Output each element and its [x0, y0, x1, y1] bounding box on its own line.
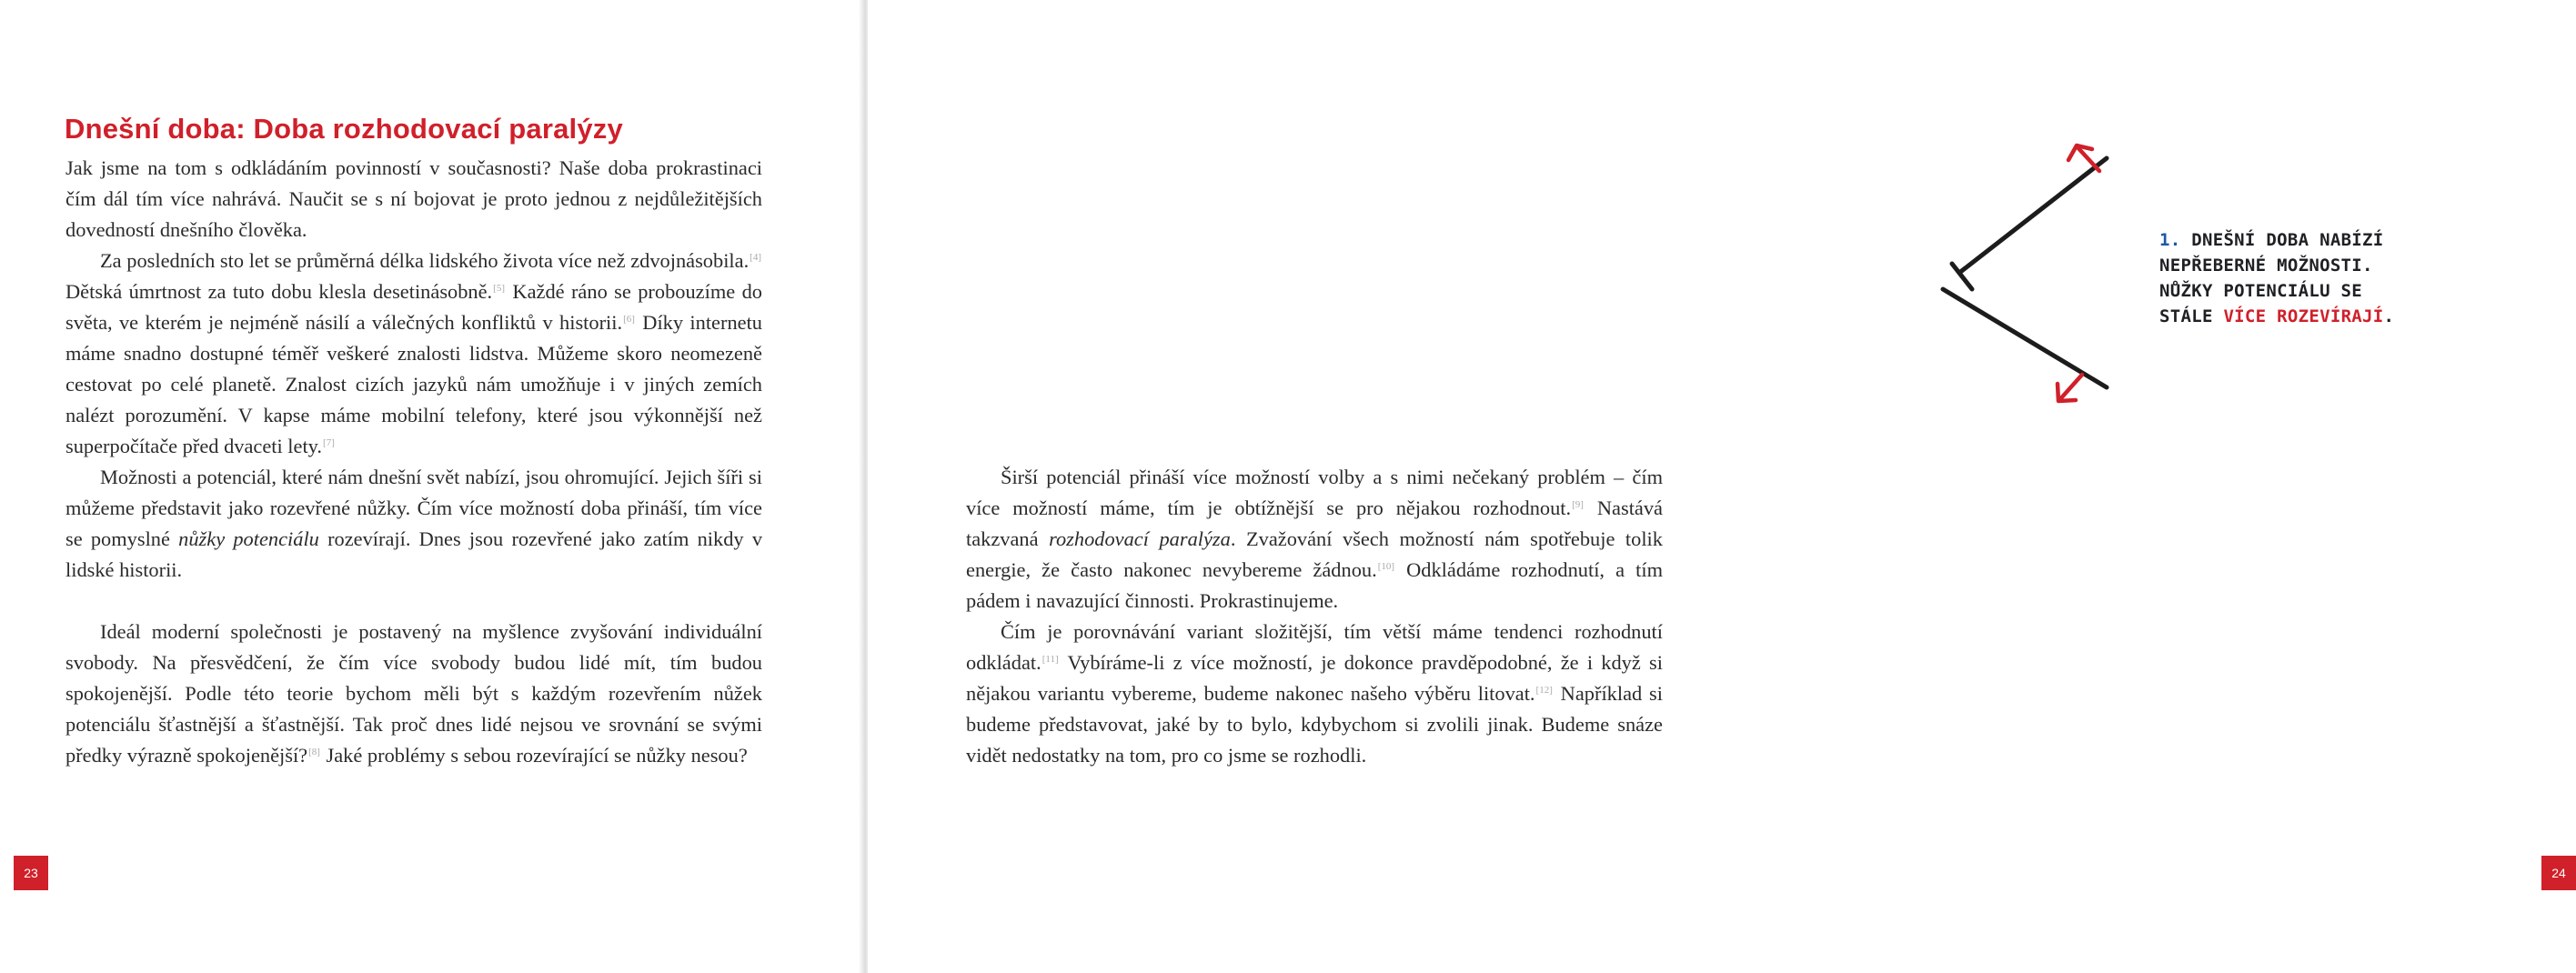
- caption-line: [2159, 227, 2450, 253]
- caption-number: 1.: [2159, 230, 2181, 250]
- emphasis-text: rozhodovací paralýza: [1049, 527, 1231, 550]
- footnote-ref[interactable]: [12]: [1535, 685, 1553, 697]
- text-run: Ideál moderní společnosti je postavený na myšlence zvyšování individuální svobody. Na přesvědčení, že čím více svobody budou lidé mít, tím budou spokojenější. Podle této teorie bychom měli být s každým rozevřením nůžek potenciálu šťastnější a šťastnější. Tak proč dnes lidé nejsou ve srovnání se svými předky výrazně spokojenější?: [65, 620, 762, 767]
- page-number: 23: [14, 856, 48, 890]
- caption-line: NEPŘEBERNÉ MOŽNOSTI.: [2159, 256, 2373, 276]
- paragraph: [65, 462, 762, 586]
- caption-text: STÁLE: [2159, 306, 2224, 326]
- text-run: Širší potenciál přináší více možností volby a s nimi nečekaný problém – čím více možností máme, tím je obtížnější se pro nějakou rozhodnout.: [966, 466, 1663, 519]
- chapter-title: Dnešní doba: Doba rozhodovací paralýzy: [65, 113, 623, 145]
- footnote-ref[interactable]: [4]: [750, 252, 761, 264]
- footnote-ref[interactable]: [8]: [308, 747, 320, 758]
- text-run: . Zvažování všech možností nám spotřebuje tolik energie, že často nakonec nevybereme žádnou.: [966, 527, 1663, 581]
- text-run: Nastává takzvaná: [966, 497, 1663, 550]
- footnote-ref[interactable]: [11]: [1041, 654, 1059, 666]
- page-number: 24: [2541, 856, 2576, 890]
- right-body-text: [966, 462, 1663, 771]
- footnote-ref[interactable]: [6]: [623, 314, 635, 326]
- scissor-blades: [1943, 158, 2107, 387]
- caption-text: .: [2383, 306, 2395, 326]
- text-run: Čím je porovnávání variant složitější, tím větší máme tendenci rozhodnutí odkládat.: [966, 620, 1663, 674]
- text-run: Dětská úmrtnost za tuto dobu klesla desetinásobně.: [65, 280, 493, 303]
- paragraph: [966, 462, 1663, 617]
- arrow-down-left-icon: [2058, 375, 2082, 401]
- scissors-diagram-icon: [1934, 136, 2134, 418]
- footnote-ref[interactable]: [10]: [1377, 561, 1395, 573]
- caption-highlight: VÍCE ROZEVÍRAJÍ: [2223, 306, 2384, 326]
- text-run: Odkládáme rozhodnutí, a tím pádem i navazující činnosti. Prokrastinujeme.: [966, 558, 1664, 612]
- emphasis-text: nůžky potenciálu: [178, 527, 319, 550]
- text-run: Například si budeme představovat, jaké by to bylo, kdybychom si zvolili jinak. Budeme snáze vidět nedostatky na tom, pro co jsme se rozhodli.: [966, 682, 1663, 767]
- text-run: Možnosti a potenciál, které nám dnešní svět nabízí, jsou ohromující. Jejich šíři si můžeme představit jako rozevřené nůžky. Čím více možností doba přináší, tím více se pomyslné: [65, 466, 762, 550]
- left-page: [0, 0, 862, 973]
- text-run: Díky internetu máme snadno dostupné téměř veškeré znalosti lidstva. Můžeme skoro neomezeně cestovat po celé planetě. Znalost cizích jazyků nám umožňuje i v jiných zemích nalézt porozumění. V kapse máme mobilní telefony, které jsou výkonnější než superpočítače před dvaceti lety.: [65, 311, 762, 457]
- paragraph: [65, 617, 762, 771]
- footnote-ref[interactable]: [9]: [1572, 499, 1584, 511]
- paragraph: [65, 246, 762, 462]
- text-run: Jak jsme na tom s odkládáním povinností v současnosti? Naše doba prokrastinaci čím dál tím více nahrává. Naučit se s ní bojovat je proto jednou z nejdůležitějších dovedností dnešního člověka.: [65, 156, 762, 241]
- caption-text: DNEŠNÍ DOBA NABÍZÍ: [2180, 230, 2384, 250]
- caption-line: [2159, 304, 2450, 329]
- text-run: Vybíráme-li z více možností, je dokonce pravděpodobné, že i když si nějakou variantu vybereme, budeme nakonec našeho výběru litovat.: [966, 651, 1663, 705]
- paragraph: [966, 617, 1663, 771]
- left-body-text: [65, 153, 762, 771]
- footnote-ref[interactable]: [7]: [323, 437, 335, 449]
- arrow-up-left-icon: [2068, 145, 2099, 171]
- text-run: Za posledních sto let se průměrná délka lidského života více než zdvojnásobila.: [100, 249, 750, 272]
- caption-line: NŮŽKY POTENCIÁLU SE: [2159, 281, 2363, 301]
- diagram-caption: [2159, 227, 2450, 329]
- paragraph: [65, 153, 762, 246]
- text-run: rozevírají. Dnes jsou rozevřené jako zatím nikdy v lidské historii.: [65, 527, 763, 581]
- text-run: Každé ráno se probouzíme do světa, ve kterém je nejméně násilí a válečných konfliktů v historii.: [65, 280, 762, 334]
- footnote-ref[interactable]: [5]: [493, 283, 505, 295]
- text-run: Jaké problémy s sebou rozevírající se nůžky nesou?: [320, 744, 748, 767]
